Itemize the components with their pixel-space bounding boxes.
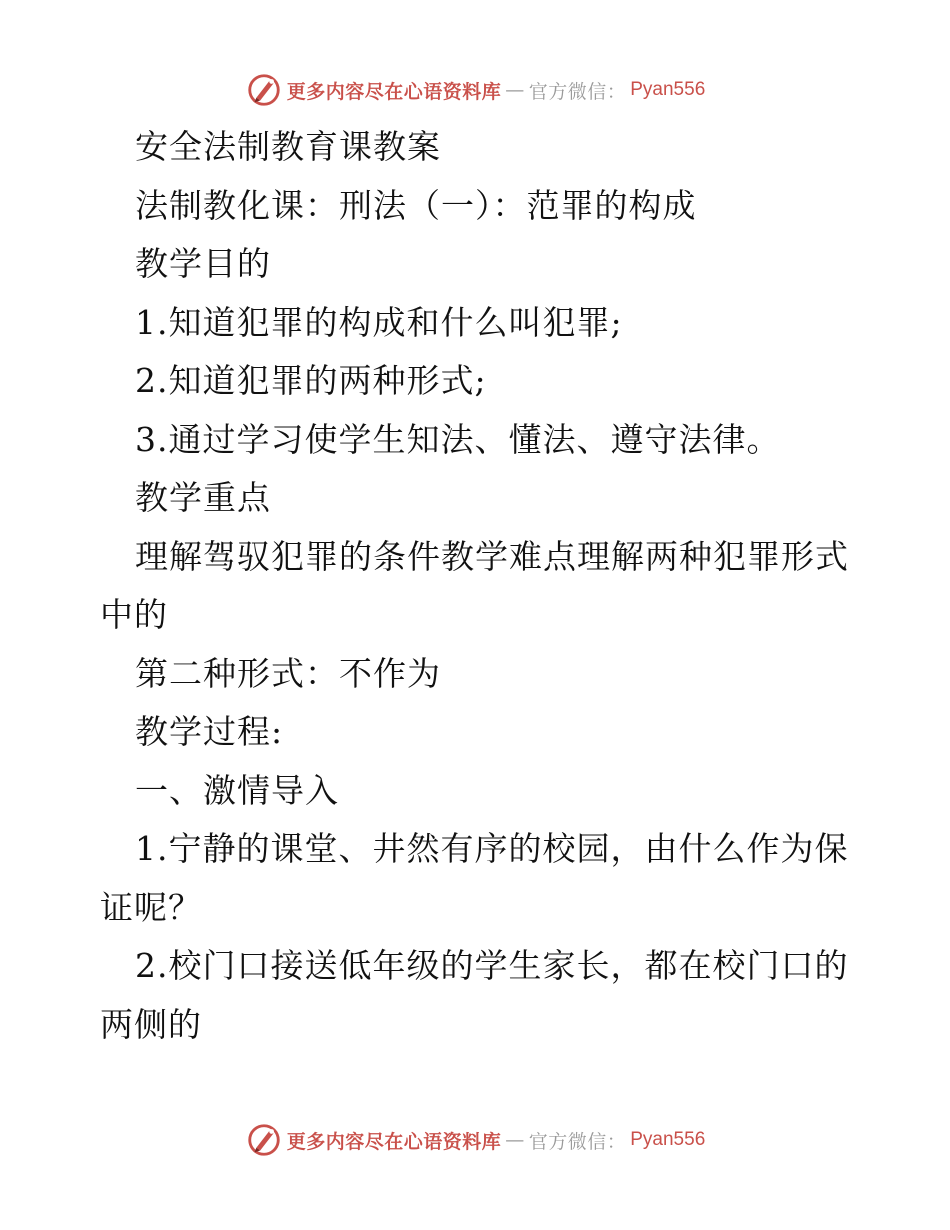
- process-item-2: 2.校门口接送低年级的学生家长，都在校门口的: [135, 946, 849, 985]
- objective-item-3: 3.通过学习使学生知法、懂法、遵守法律。: [135, 419, 781, 459]
- watermark-wechat-id: Pyan556: [630, 1129, 706, 1150]
- process-item-1: 1.宁静的课堂、井然有序的校园，由什么作为保: [135, 829, 849, 868]
- watermark-sub-text: 官方微信：: [528, 80, 627, 103]
- footer-watermark: [0, 1120, 950, 1160]
- section-heading-process: 教学过程:: [135, 712, 284, 751]
- watermark-sub-text: 官方微信：: [528, 1130, 627, 1153]
- keypoints-text: 理解驾驭犯罪的条件教学难点理解两种犯罪形式: [135, 536, 849, 576]
- watermark-dash: —: [505, 1129, 525, 1151]
- keypoints-text-cont: 中的: [100, 595, 168, 634]
- process-item-2-cont: 两侧的: [100, 1004, 202, 1044]
- header-watermark: [0, 70, 950, 110]
- process-item-1-cont: 证呢？: [100, 887, 202, 927]
- watermark-main-text: 更多内容尽在心语资料库: [286, 1130, 502, 1153]
- objective-item-1: 1.知道犯罪的构成和什么叫犯罪;: [135, 302, 623, 342]
- section-heading-objectives: 教学目的: [135, 244, 271, 283]
- pen-logo-icon: [245, 1121, 283, 1159]
- watermark-wechat-id: Pyan556: [630, 79, 706, 100]
- objective-item-2: 2.知道犯罪的两种形式;: [135, 361, 487, 400]
- pen-logo-icon: [245, 71, 283, 109]
- second-form-text: 第二种形式：不作为: [135, 653, 441, 693]
- doc-subtitle: 法制教化课：刑法（一）：范罪的构成: [135, 185, 697, 225]
- section-heading-keypoints: 教学重点: [135, 478, 271, 517]
- document-body: [100, 118, 852, 1054]
- watermark-main-text: 更多内容尽在心语资料库: [286, 80, 502, 103]
- doc-title: 安全法制教育课教案: [135, 127, 441, 166]
- process-step-heading: 一、激情导入: [135, 770, 339, 810]
- watermark-dash: —: [505, 79, 525, 101]
